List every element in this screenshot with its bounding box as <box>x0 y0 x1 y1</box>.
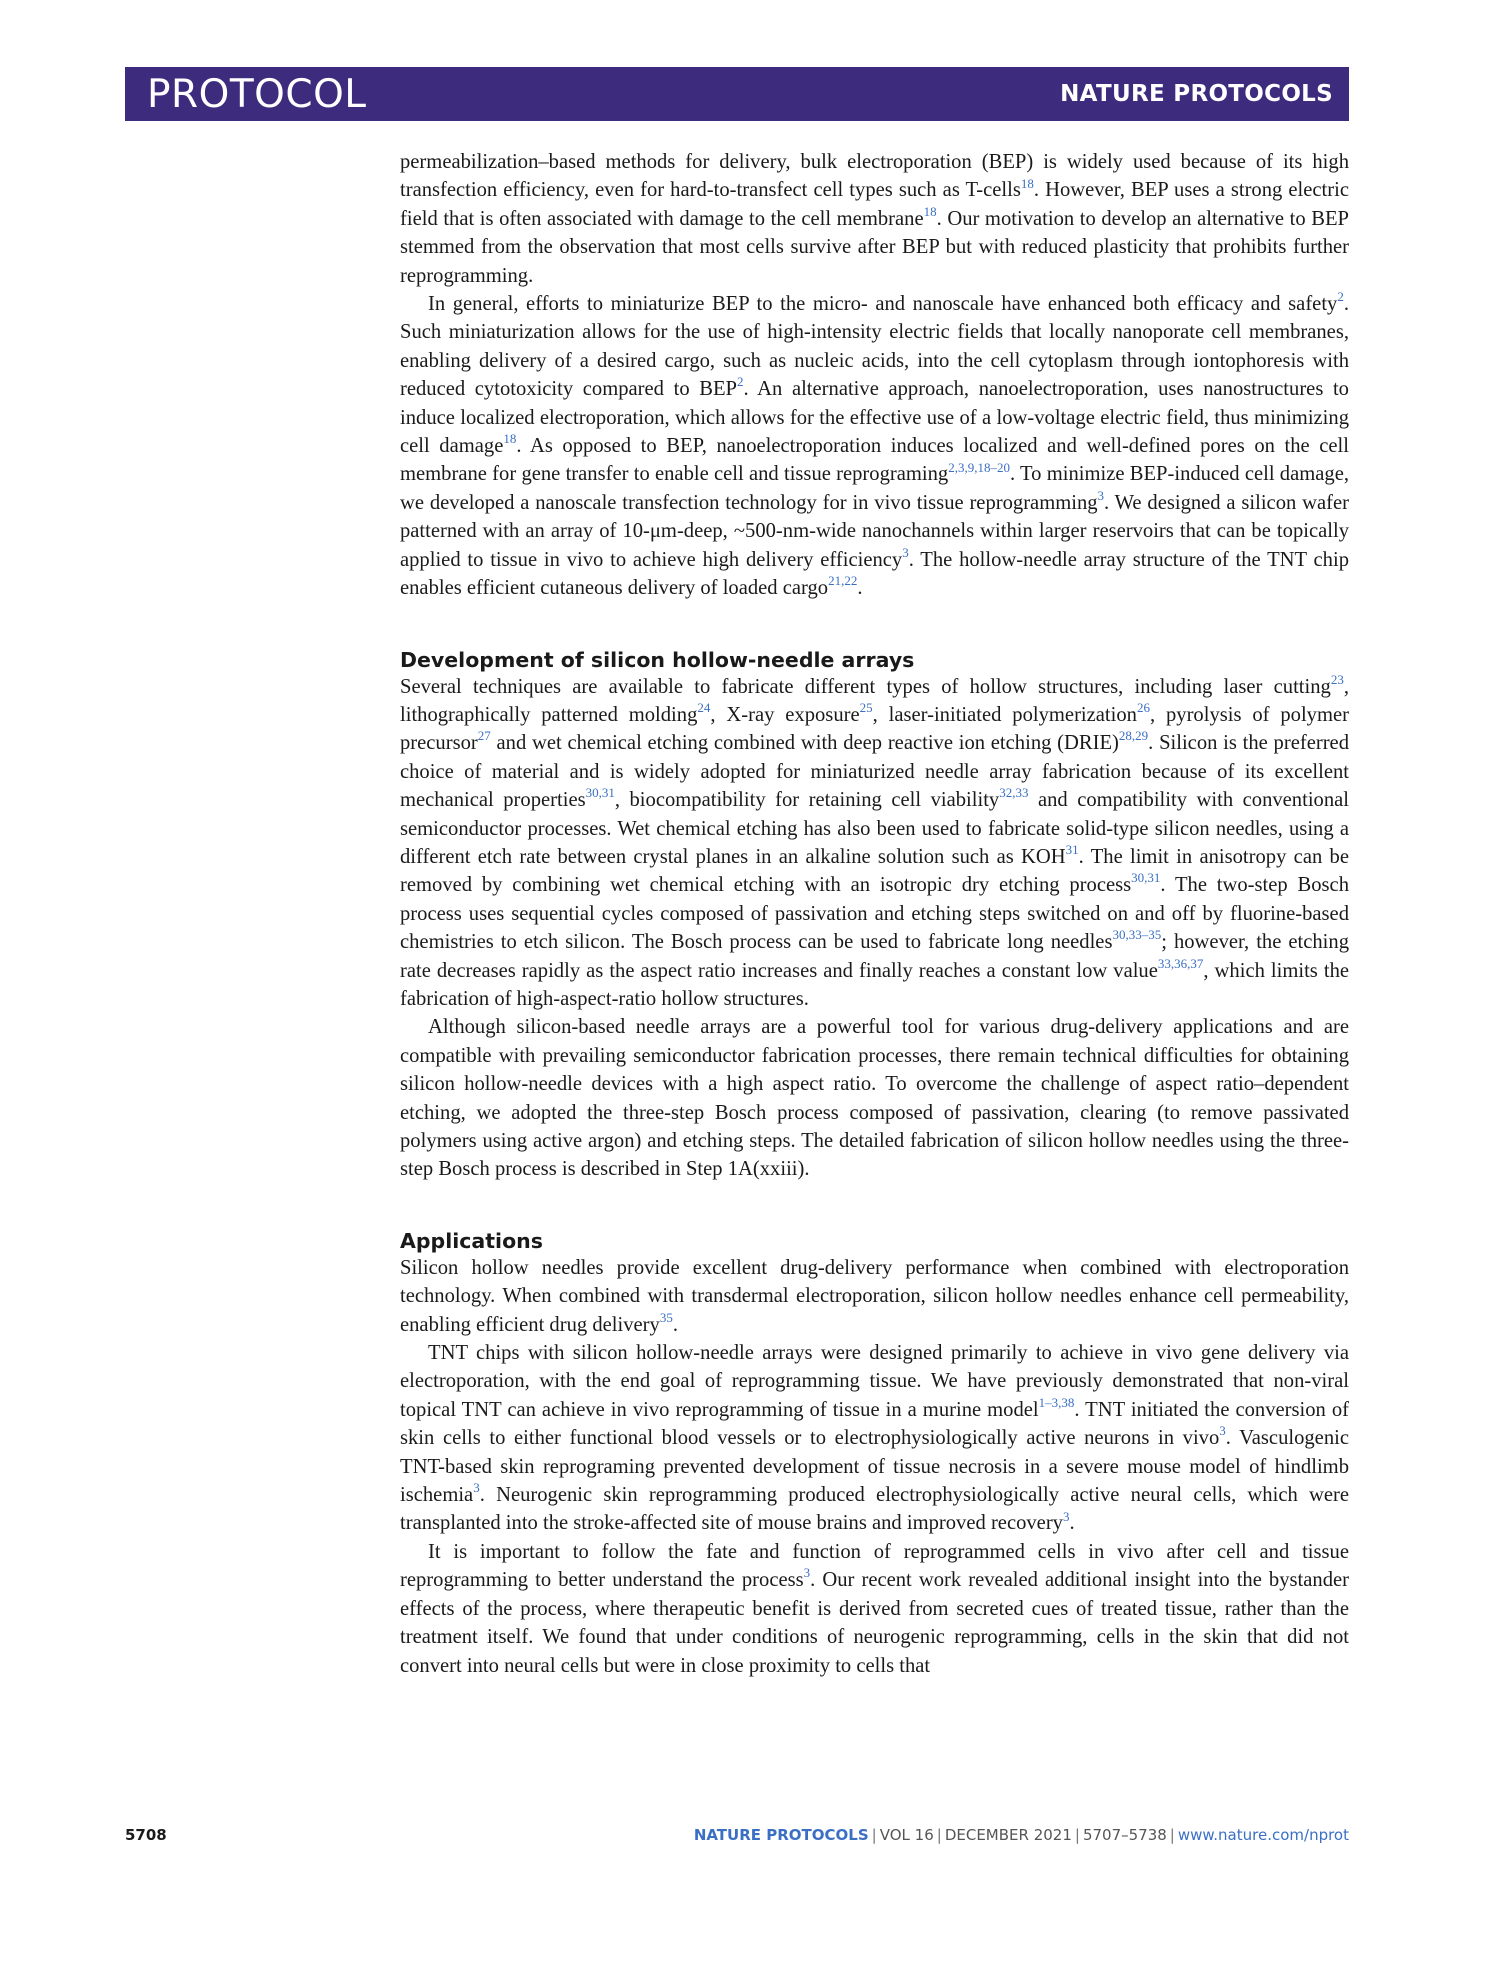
page-header <box>125 67 1349 121</box>
page-footer <box>125 1826 1349 1850</box>
citation-ref[interactable]: 30,33–35 <box>1112 927 1162 943</box>
citation-ref[interactable]: 28,29 <box>1118 728 1149 744</box>
citation-ref[interactable]: 26 <box>1136 700 1150 716</box>
citation-ref[interactable]: 30,31 <box>1131 870 1161 886</box>
section-label: PROTOCOL <box>147 71 367 117</box>
citation-ref[interactable]: 18 <box>923 203 937 219</box>
footer-pages: 5707–5738 <box>1082 1826 1167 1844</box>
page-number: 5708 <box>125 1826 167 1844</box>
separator: | <box>871 1826 877 1844</box>
citation-ref[interactable]: 33,36,37 <box>1157 955 1204 971</box>
citation-ref[interactable]: 1–3,38 <box>1038 1394 1075 1410</box>
citation-ref[interactable]: 30,31 <box>585 785 615 801</box>
journal-citation <box>694 1826 1349 1844</box>
paragraph: Several techniques are available to fabricate different types of hollow structures, including laser cutting$^{23}$, lithographically patterned molding$^{24}$, X-ray exposure$^{25}$, laser-initiated polymerization$^{26}$, pyrolysis of polymer precursor$^{27}$ and wet chemical etching combined with deep reactive ion etching (DRIE)$^{28,29}$. Silicon is the preferred choice of material and is widely adopted for miniaturized needle array fabrication because of its excellent mechanical properties$^{30,31}$, biocompatibility for retaining cell viability$^{32,33}$ and compatibility with conventional semiconductor processes. Wet chemical etching has also been used to fabricate solid-type silicon needles, using a different etch rate between crystal planes in an alkaline solution such as KOH$^{31}$. The limit in anisotropy can be removed by combining wet chemical etching with an isotropic dry etching process$^{30,31}$. The two-step Bosch process uses sequential cycles composed of passivation and etching steps switched on and off by fluorine-based chemistries to etch silicon. The Bosch process can be used to fabricate long needles$^{30,33-35}$; however, the etching rate decreases rapidly as the aspect ratio increases and finally reaches a constant low value$^{33,36,37}$, which limits the fabrication of high-aspect-ratio hollow structures. <box>400 671 1350 1010</box>
separator: | <box>936 1826 942 1844</box>
citation-ref[interactable]: 3 <box>473 1480 480 1496</box>
paragraph: In general, efforts to miniaturize BEP to the micro- and nanoscale have enhanced both efficacy and safety$^2$. Such miniaturization allows for the use of high-intensity electric fields that locally nanoporate cell membranes, enabling delivery of a desired cargo, such as nucleic acids, into the cell cytoplasm through iontophoresis with reduced cytotoxicity compared to BEP$^2$. An alternative approach, nanoelectroporation, uses nanostructures to induce localized electroporation, which allows for the effective use of a low-voltage electric field, thus minimizing cell damage$^{18}$. As opposed to BEP, nanoelectroporation induces localized and well-defined pores on the cell membrane for gene transfer to enable cell and tissue reprograming$^{2,3,9,18-20}$. To minimize BEP-induced cell damage, we developed a nanoscale transfection technology for in vivo tissue reprogramming$^3$. We designed a silicon wafer patterned with an array of 10-μm-deep, ~500-nm-wide nanochannels within larger reservoirs that can be topically applied to tissue in vivo to achieve high delivery efficiency$^3$. The hollow-needle array structure of the TNT chip enables efficient cutaneous delivery of loaded cargo$^{21,22}$. <box>400 289 1350 600</box>
journal-url-link[interactable]: www.nature.com/nprot <box>1177 1826 1349 1844</box>
citation-ref[interactable]: 23 <box>1330 671 1344 687</box>
citation-ref[interactable]: 3 <box>902 544 909 560</box>
citation-ref[interactable]: 18 <box>1020 175 1034 191</box>
citation-ref[interactable]: 3 <box>1097 488 1105 504</box>
paragraph: Although silicon-based needle arrays are a powerful tool for various drug-delivery applications and are compatible with prevailing semiconductor fabrication processes, there remain technical difficulties for obtaining silicon hollow-needle devices with a high aspect ratio. To overcome the challenge of aspect ratio–dependent etching, we adopted the three-step Bosch process composed of passivation, clearing (to remove passivated polymers using active argon) and etching steps. The detailed fabrication of silicon hollow needles using the three-step Bosch process is described in Step 1A(xxiii). <box>400 1016 1349 1181</box>
citation-ref[interactable]: 27 <box>477 728 491 744</box>
citation-ref[interactable]: 3 <box>803 1565 811 1581</box>
citation-ref[interactable]: 2,3,9,18–20 <box>948 459 1010 475</box>
citation-ref[interactable]: 25 <box>859 700 873 716</box>
citation-ref[interactable]: 3 <box>1219 1423 1226 1439</box>
footer-date: DECEMBER 2021 <box>944 1826 1072 1844</box>
journal-title: NATURE PROTOCOLS <box>1060 81 1333 107</box>
citation-ref[interactable]: 24 <box>697 700 711 716</box>
article-body <box>400 148 1349 1680</box>
section-heading: Development of silicon hollow-needle arrays <box>400 647 915 672</box>
paragraph: permeabilization–based methods for delivery, bulk electroporation (BEP) is widely used because of its high transfection efficiency, even for hard-to-transfect cell types such as T-cells$^{18}$. However, BEP uses a strong electric field that is often associated with damage to the cell membrane$^{18}$. Our motivation to develop an alternative to BEP stemmed from the observation that most cells survive after BEP but with reduced plasticity that prohibits further reprogramming. <box>400 151 1349 287</box>
citation-ref[interactable]: 2 <box>1337 289 1344 305</box>
paragraph: It is important to follow the fate and function of reprogrammed cells in vivo after cell and tissue reprogramming to better understand the process$^3$. Our recent work revealed additional insight into the bystander effects of the process, where therapeutic benefit is derived from secreted cues of treated tissue, rather than the treatment itself. We found that under conditions of neurogenic reprogramming, cells in the skin that did not convert into neural cells but were in close proximity to cells that <box>400 1540 1349 1677</box>
citation-ref[interactable]: 18 <box>503 431 517 447</box>
citation-ref[interactable]: 3 <box>1062 1508 1070 1524</box>
footer-volume: VOL 16 <box>879 1826 934 1844</box>
footer-journal-name: NATURE PROTOCOLS <box>693 1826 869 1844</box>
paragraph: TNT chips with silicon hollow-needle arrays were designed primarily to achieve in vivo gene delivery via electroporation, with the end goal of reprogramming tissue. We have previously demonstrated that non-viral topical TNT can achieve in vivo reprogramming of tissue in a murine model$^{1-3,38}$. TNT initiated the conversion of skin cells to either functional blood vessels or to electrophysiologically active neurons in vivo$^3$. Vasculogenic TNT-based skin reprograming prevented development of tissue necrosis in a severe mouse model of hindlimb ischemia$^3$. Neurogenic skin reprogramming produced electrophysiologically active neural cells, which were transplanted into the stroke-affected site of mouse brains and improved recovery$^3$. <box>400 1342 1349 1535</box>
citation-ref[interactable]: 32,33 <box>999 785 1029 801</box>
section-heading: Applications <box>400 1228 543 1253</box>
citation-ref[interactable]: 2 <box>737 374 744 390</box>
paragraph: Silicon hollow needles provide excellent drug-delivery performance when combined with electroporation technology. When combined with transdermal electroporation, silicon hollow needles enhance cell permeability, enabling efficient drug delivery$^{35}$. <box>400 1256 1349 1336</box>
separator: | <box>1074 1826 1080 1844</box>
citation-ref[interactable]: 31 <box>1065 842 1079 858</box>
separator: | <box>1169 1826 1175 1844</box>
citation-ref[interactable]: 21,22 <box>828 573 858 589</box>
citation-ref[interactable]: 35 <box>659 1309 673 1325</box>
